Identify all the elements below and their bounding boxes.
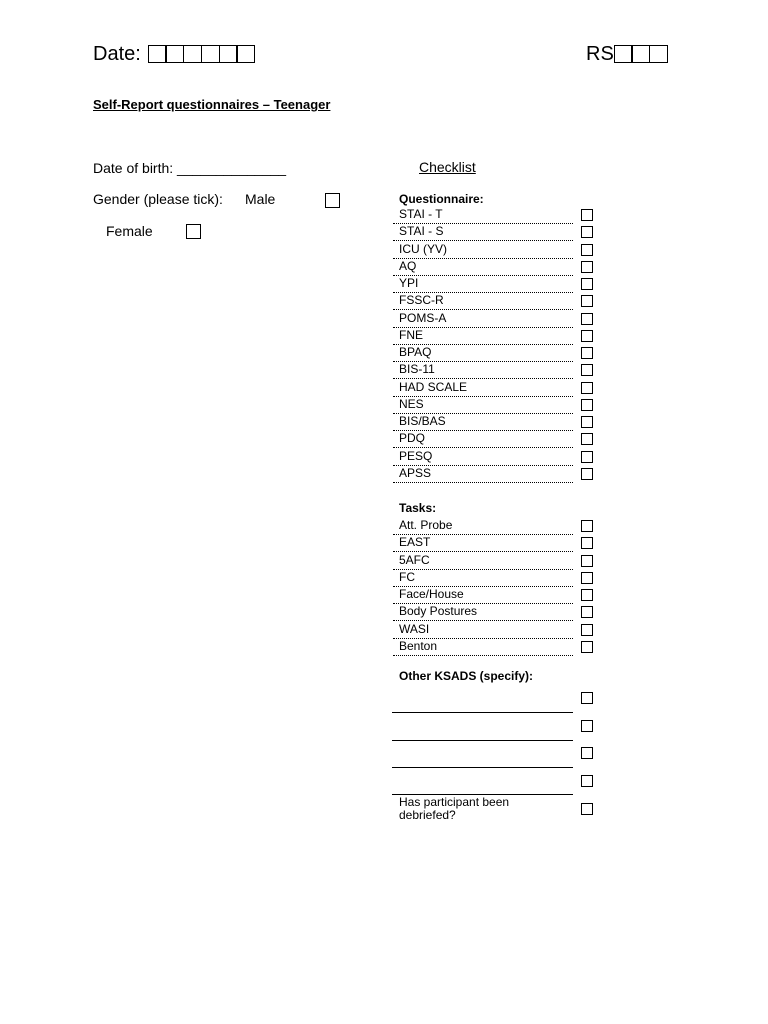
checklist-row-label: FNE: [399, 327, 423, 342]
date-boxes[interactable]: [149, 45, 255, 63]
rs-box[interactable]: [614, 45, 633, 63]
checklist-checkbox[interactable]: [581, 537, 593, 549]
date-box[interactable]: [148, 45, 167, 63]
date-box[interactable]: [201, 45, 220, 63]
checklist-checkbox[interactable]: [581, 295, 593, 307]
debrief-line-2: debriefed?: [399, 808, 456, 822]
tasks-heading: Tasks:: [399, 501, 437, 515]
checklist-row: [393, 224, 573, 241]
checklist-checkbox[interactable]: [581, 468, 593, 480]
checklist-row: [393, 276, 573, 293]
checklist-row: [393, 345, 573, 362]
checklist-row-label: Benton: [399, 638, 438, 653]
checklist-row: [393, 553, 573, 570]
gender-label: Gender (please tick):: [93, 191, 223, 207]
rs-label: RS: [586, 43, 614, 65]
checklist-checkbox[interactable]: [581, 226, 593, 238]
male-checkbox[interactable]: [325, 193, 340, 208]
checklist-row: [393, 397, 573, 414]
checklist-row: [393, 570, 573, 587]
date-box[interactable]: [219, 45, 238, 63]
checklist-row-label: Att. Probe: [399, 518, 453, 532]
checklist-checkbox[interactable]: [581, 399, 593, 411]
checklist-row-label: NES: [399, 396, 424, 411]
checklist-row-label: PESQ: [399, 448, 433, 463]
checklist-row-label: EAST: [399, 535, 431, 550]
checklist-checkbox[interactable]: [581, 364, 593, 376]
checklist-row-label: ICU (YV): [399, 241, 447, 256]
checklist-checkbox[interactable]: [581, 451, 593, 463]
checklist-row-label: POMS-A: [399, 310, 447, 325]
checklist-row-label: FC: [399, 569, 415, 584]
checklist-checkbox[interactable]: [581, 572, 593, 584]
other-line[interactable]: [392, 740, 573, 741]
checklist-row: [393, 604, 573, 621]
date-box[interactable]: [183, 45, 202, 63]
checklist-row: [393, 431, 573, 448]
checklist-row: [393, 449, 573, 466]
other-line[interactable]: [392, 767, 573, 768]
checklist-row-label: YPI: [399, 276, 419, 290]
female-checkbox[interactable]: [186, 224, 201, 239]
date-box[interactable]: [236, 45, 255, 63]
checklist-row: [393, 380, 573, 397]
rs-box[interactable]: [649, 45, 668, 63]
gender-female-label: Female: [106, 223, 153, 239]
checklist-row: [393, 639, 573, 656]
date-box[interactable]: [165, 45, 184, 63]
checklist-title: Checklist: [419, 159, 476, 175]
checklist-checkbox[interactable]: [581, 555, 593, 567]
other-checkbox[interactable]: [581, 720, 593, 732]
checklist-row-label: Face/House: [399, 587, 464, 601]
other-heading: Other KSADS (specify):: [399, 669, 534, 683]
checklist-row: [393, 414, 573, 431]
other-checkbox[interactable]: [581, 747, 593, 759]
checklist-row-label: BPAQ: [399, 345, 432, 359]
dob-label: Date of birth:: [93, 160, 174, 176]
checklist-row-label: AQ: [399, 258, 417, 273]
checklist-row: [393, 242, 573, 259]
checklist-checkbox[interactable]: [581, 330, 593, 342]
checklist-row-label: Body Postures: [399, 604, 478, 619]
checklist-row: [393, 207, 573, 224]
debrief-checkbox[interactable]: [581, 803, 593, 815]
checklist-row-label: HAD SCALE: [399, 379, 468, 394]
checklist-checkbox[interactable]: [581, 209, 593, 221]
checklist-row: [393, 362, 573, 379]
page-title: Self-Report questionnaires – Teenager: [93, 97, 331, 112]
checklist-checkbox[interactable]: [581, 624, 593, 636]
checklist-row-label: FSSC-R: [399, 293, 444, 308]
dob-blank[interactable]: ______________: [177, 160, 287, 176]
checklist-row: [393, 259, 573, 276]
checklist-checkbox[interactable]: [581, 416, 593, 428]
questionnaire-heading: Questionnaire:: [399, 192, 484, 206]
other-checkbox[interactable]: [581, 692, 593, 704]
checklist-row-label: BIS-11: [399, 362, 435, 377]
checklist-row: [393, 328, 573, 345]
checklist-checkbox[interactable]: [581, 641, 593, 653]
debrief-text: [399, 796, 509, 822]
checklist-row-label: STAI - T: [399, 207, 443, 221]
debrief-line-1: Has participant been: [399, 795, 510, 809]
checklist-checkbox[interactable]: [581, 244, 593, 256]
checklist-checkbox[interactable]: [581, 589, 593, 601]
checklist-checkbox[interactable]: [581, 278, 593, 290]
checklist-checkbox[interactable]: [581, 347, 593, 359]
checklist-row-label: WASI: [399, 621, 430, 636]
checklist-checkbox[interactable]: [581, 382, 593, 394]
checklist-checkbox[interactable]: [581, 433, 593, 445]
rs-box[interactable]: [631, 45, 650, 63]
checklist-row: [393, 293, 573, 310]
checklist-row: [393, 518, 573, 535]
checklist-row: [393, 466, 573, 483]
checklist-row: [393, 311, 573, 328]
other-checkbox[interactable]: [581, 775, 593, 787]
gender-male-label: Male: [245, 191, 276, 207]
checklist-row: [393, 587, 573, 604]
date-label: Date:: [93, 43, 141, 65]
checklist-row-label: STAI - S: [399, 224, 444, 239]
checklist-row: [393, 622, 573, 639]
checklist-checkbox[interactable]: [581, 606, 593, 618]
checklist-row-label: APSS: [399, 465, 432, 480]
checklist-checkbox[interactable]: [581, 261, 593, 273]
rs-boxes[interactable]: [615, 45, 668, 63]
dob-field[interactable]: [93, 160, 286, 176]
checklist-row-label: 5AFC: [399, 552, 430, 567]
checklist-checkbox[interactable]: [581, 520, 593, 532]
checklist-row-label: BIS/BAS: [399, 414, 446, 428]
other-line[interactable]: [392, 712, 573, 713]
checklist-checkbox[interactable]: [581, 313, 593, 325]
checklist-row: [393, 535, 573, 552]
checklist-row-label: PDQ: [399, 431, 426, 446]
